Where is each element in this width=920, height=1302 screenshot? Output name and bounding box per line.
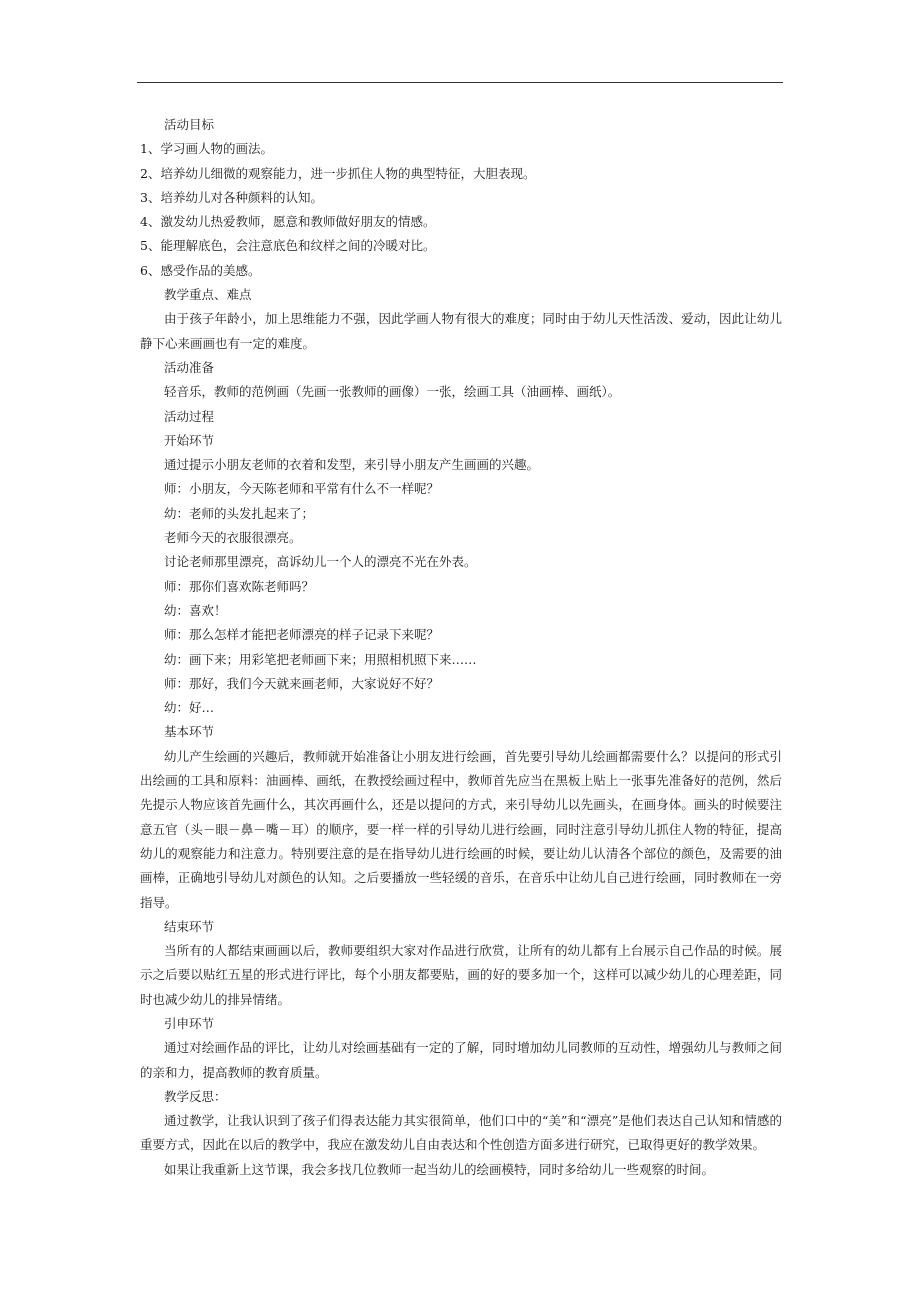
dialogue-line: 老师今天的衣服很漂亮。	[164, 530, 302, 546]
prep-heading: 活动准备	[164, 359, 215, 375]
goal-item: 3、培养幼儿对各种颜料的认知。	[140, 189, 323, 205]
goal-item: 4、激发幼儿热爱教师，愿意和教师做好朋友的情感。	[140, 214, 436, 230]
end-heading: 结束环节	[164, 918, 215, 934]
goals-heading: 活动目标	[164, 117, 215, 132]
start-intro: 通过提示小朋友老师的衣着和发型，来引导小朋友产生画画的兴趣。	[164, 457, 540, 473]
goal-item: 1、学习画人物的画法。	[140, 141, 273, 157]
reflect-heading: 教学反思：	[164, 1088, 227, 1104]
dialogue-line: 幼：好…	[164, 700, 215, 716]
start-heading: 开始环节	[164, 432, 215, 448]
final-paragraph: 如果让我重新上这节课，我会多找几位教师一起当幼儿的绘画模特，同时多给幼儿一些观察的时间。	[164, 1161, 715, 1177]
key-heading: 教学重点、难点	[164, 287, 252, 303]
process-heading: 活动过程	[164, 408, 215, 424]
key-paragraph: 由于孩子年龄小，加上思维能力不强，因此学画人物有很大的难度；同时由于幼儿天性活泼、爱动，因此让幼儿静下心来画画也有一定的难度。	[140, 311, 782, 351]
dialogue-line: 讨论老师那里漂亮，高诉幼儿一个人的漂亮不光在外表。	[164, 554, 477, 570]
document-body	[140, 113, 782, 1182]
dialogue-line: 幼：画下来；用彩笔把老师画下来；用照相机照下来……	[164, 651, 477, 667]
ext-paragraph: 通过对绘画作品的评比，让幼儿对绘画基础有一定的了解，同时增加幼儿同教师的互动性，增强幼儿与教师之间的亲和力，提高教师的教育质量。	[140, 1040, 782, 1080]
basic-heading: 基本环节	[164, 724, 215, 740]
basic-paragraph: 幼儿产生绘画的兴趣后，教师就开始准备让小朋友进行绘画，首先要引导幼儿绘画都需要什么？以提问的形式引出绘画的工具和原料：油画棒、画纸，在教授绘画过程中，教师首先应当在黑板上贴上一张事先准备好的范例，然后先提示人物应该首先画什么，其次再画什么，还是以提问的方式，来引导幼儿以先画头，在画身体。画头的时候要注意五官（头－眼－鼻－嘴－耳）的顺序，要一样一样的引导幼儿进行绘画，同时注意引导幼儿抓住人物的特征，提高幼儿的观察能力和注意力。特别要注意的是在指导幼儿进行绘画的时候，要让幼儿认清各个部位的颜色，及需要的油画棒，正确地引导幼儿对颜色的认知。之后要播放一些轻缓的音乐，在音乐中让幼儿自己进行绘画，同时教师在一旁指导。	[140, 748, 782, 910]
goal-item: 6、感受作品的美感。	[140, 262, 261, 278]
dialogue-line: 师：那么怎样才能把老师漂亮的样子记录下来呢？	[164, 627, 440, 643]
dialogue-line: 师：那好，我们今天就来画老师，大家说好不好？	[164, 675, 440, 691]
goal-item: 2、培养幼儿细微的观察能力，进一步抓住人物的典型特征，大胆表现。	[140, 165, 536, 181]
ext-heading: 引申环节	[164, 1015, 215, 1031]
dialogue-line: 师：小朋友，今天陈老师和平常有什么不一样呢？	[164, 481, 440, 497]
goal-item: 5、能理解底色，会注意底色和纹样之间的冷暖对比。	[140, 238, 436, 254]
dialogue-line: 师：那你们喜欢陈老师吗？	[164, 578, 315, 594]
reflect-paragraph: 通过教学，让我认识到了孩子们得表达能力其实很简单，他们口中的“美”和“漂亮”是他们表达自己认知和情感的重要方式，因此在以后的教学中，我应在激发幼儿自由表达和个性创造方面多进行研究，已取得更好的教学效果。	[140, 1113, 782, 1153]
dialogue-line: 幼：喜欢！	[164, 602, 227, 618]
prep-paragraph: 轻音乐，教师的范例画（先画一张教师的画像）一张，绘画工具（油画棒、画纸）。	[164, 384, 621, 400]
end-paragraph: 当所有的人都结束画画以后，教师要组织大家对作品进行欣赏，让所有的幼儿都有上台展示自己作品的时候。展示之后要以贴红五星的形式进行评比，每个小朋友都要贴，画的好的要多加一个，这样可以减少幼儿的心理差距，同时也减少幼儿的排异情绪。	[140, 943, 782, 1007]
dialogue-line: 幼：老师的头发扎起来了；	[164, 505, 315, 521]
header-rule	[137, 82, 783, 83]
